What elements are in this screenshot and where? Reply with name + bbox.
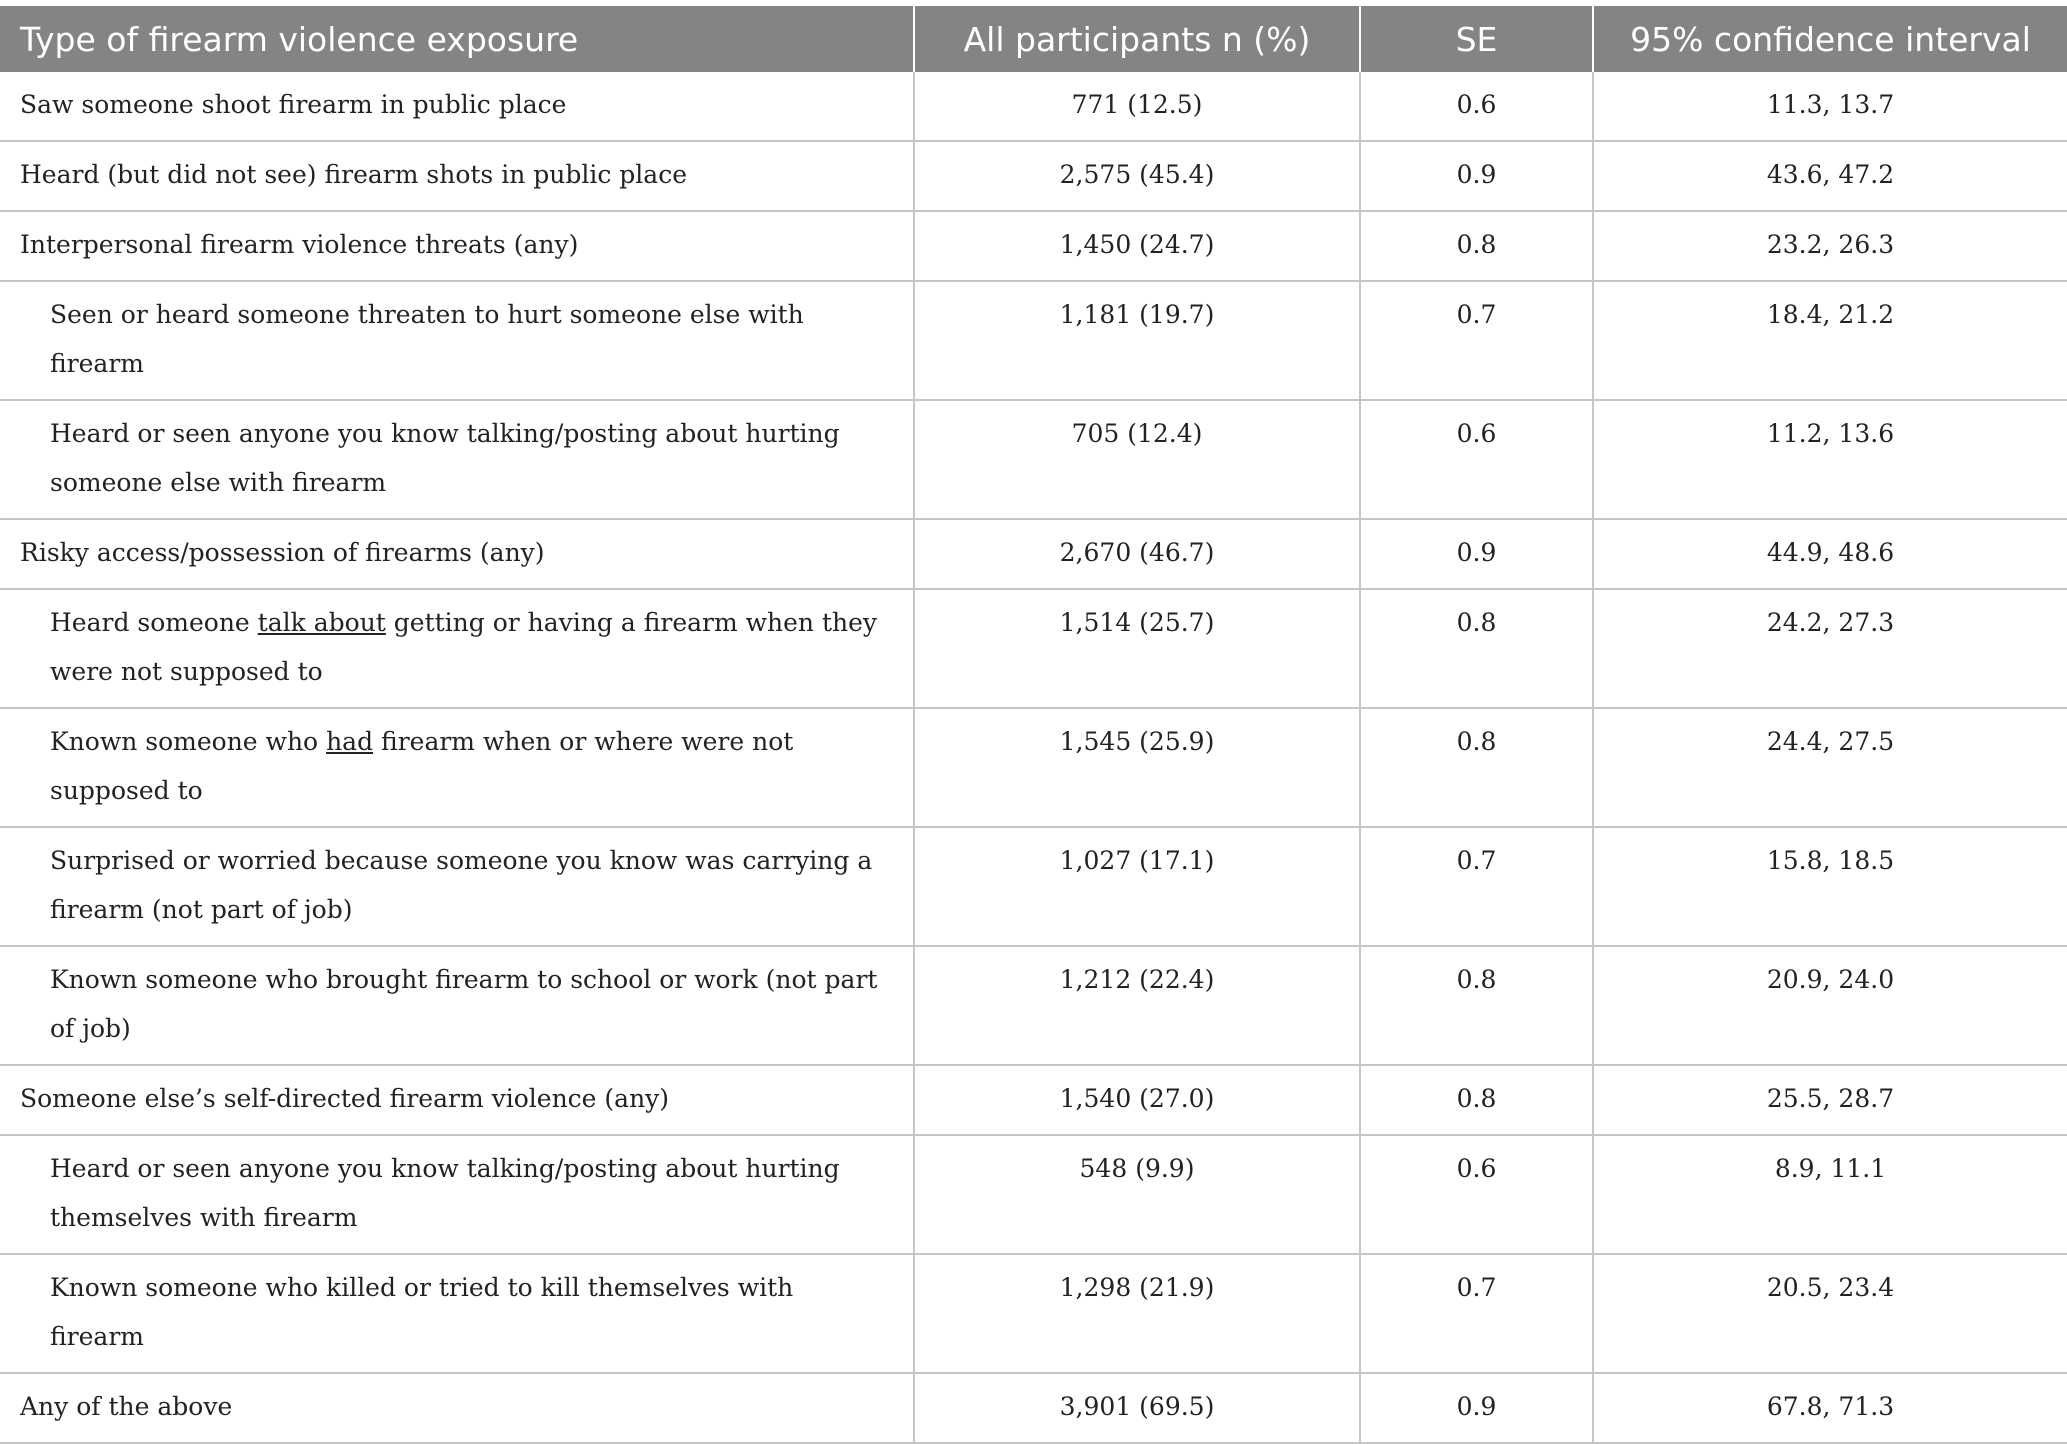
cell-n: 1,298 (21.9) — [914, 1254, 1360, 1373]
table-row — [0, 946, 2067, 1065]
header-row — [0, 6, 2067, 72]
table-row — [0, 1373, 2067, 1443]
cell-se: 0.8 — [1360, 1065, 1593, 1135]
header-confidence-interval: 95% confidence interval — [1593, 6, 2067, 72]
table-row — [0, 708, 2067, 827]
cell-n: 1,212 (22.4) — [914, 946, 1360, 1065]
cell-n: 2,575 (45.4) — [914, 141, 1360, 211]
cell-se: 0.6 — [1360, 1135, 1593, 1254]
cell-se: 0.9 — [1360, 141, 1593, 211]
cell-n: 3,901 (69.5) — [914, 1373, 1360, 1443]
row-label: Seen or heard someone threaten to hurt someone else with firearm — [0, 281, 914, 400]
label-underlined-text: had — [326, 727, 374, 756]
cell-n: 1,540 (27.0) — [914, 1065, 1360, 1135]
cell-se: 0.8 — [1360, 708, 1593, 827]
cell-ci: 44.9, 48.6 — [1593, 519, 2067, 589]
cell-n: 705 (12.4) — [914, 400, 1360, 519]
label-text: Heard someone — [50, 608, 258, 637]
cell-ci: 11.3, 13.7 — [1593, 72, 2067, 141]
cell-n: 1,514 (25.7) — [914, 589, 1360, 708]
cell-se: 0.9 — [1360, 519, 1593, 589]
cell-n: 2,670 (46.7) — [914, 519, 1360, 589]
cell-se: 0.9 — [1360, 1373, 1593, 1443]
row-label: Someone else’s self-directed firearm violence (any) — [0, 1065, 914, 1135]
cell-n: 1,181 (19.7) — [914, 281, 1360, 400]
row-label: Known someone who killed or tried to kill themselves with firearm — [0, 1254, 914, 1373]
cell-ci: 25.5, 28.7 — [1593, 1065, 2067, 1135]
table-row — [0, 519, 2067, 589]
cell-ci: 67.8, 71.3 — [1593, 1373, 2067, 1443]
cell-se: 0.8 — [1360, 211, 1593, 281]
table-row — [0, 827, 2067, 946]
cell-se: 0.6 — [1360, 400, 1593, 519]
exposure-table — [0, 6, 2067, 1444]
label-text: getting or having a firearm when they were not supposed to — [50, 608, 878, 686]
cell-se: 0.7 — [1360, 827, 1593, 946]
table-row — [0, 400, 2067, 519]
header-se: SE — [1360, 6, 1593, 72]
table-row — [0, 72, 2067, 141]
cell-ci: 18.4, 21.2 — [1593, 281, 2067, 400]
row-label: Saw someone shoot firearm in public place — [0, 72, 914, 141]
table-row — [0, 1254, 2067, 1373]
header-type: Type of firearm violence exposure — [0, 6, 914, 72]
cell-n: 1,027 (17.1) — [914, 827, 1360, 946]
cell-ci: 24.2, 27.3 — [1593, 589, 2067, 708]
cell-ci: 23.2, 26.3 — [1593, 211, 2067, 281]
table-row — [0, 1135, 2067, 1254]
label-underlined-text: talk about — [257, 608, 386, 637]
cell-n: 548 (9.9) — [914, 1135, 1360, 1254]
row-label: Surprised or worried because someone you know was carrying a firearm (not part of job) — [0, 827, 914, 946]
label-text: firearm when or where were not supposed to — [50, 727, 794, 805]
row-label: Heard or seen anyone you know talking/posting about hurting someone else with firearm — [0, 400, 914, 519]
table-body — [0, 72, 2067, 1443]
cell-ci: 15.8, 18.5 — [1593, 827, 2067, 946]
cell-n: 771 (12.5) — [914, 72, 1360, 141]
cell-ci: 11.2, 13.6 — [1593, 400, 2067, 519]
row-label: Risky access/possession of firearms (any) — [0, 519, 914, 589]
cell-se: 0.7 — [1360, 1254, 1593, 1373]
cell-se: 0.8 — [1360, 946, 1593, 1065]
table-header — [0, 6, 2067, 72]
label-text: Known someone who — [50, 727, 327, 756]
row-label — [0, 708, 914, 827]
cell-se: 0.8 — [1360, 589, 1593, 708]
table-row — [0, 1065, 2067, 1135]
cell-ci: 20.9, 24.0 — [1593, 946, 2067, 1065]
cell-ci: 8.9, 11.1 — [1593, 1135, 2067, 1254]
row-label: Known someone who brought firearm to school or work (not part of job) — [0, 946, 914, 1065]
table-row — [0, 589, 2067, 708]
row-label — [0, 589, 914, 708]
table-row — [0, 211, 2067, 281]
cell-se: 0.6 — [1360, 72, 1593, 141]
row-label: Heard or seen anyone you know talking/posting about hurting themselves with firearm — [0, 1135, 914, 1254]
cell-ci: 24.4, 27.5 — [1593, 708, 2067, 827]
row-label: Heard (but did not see) firearm shots in public place — [0, 141, 914, 211]
row-label: Any of the above — [0, 1373, 914, 1443]
row-label: Interpersonal firearm violence threats (any) — [0, 211, 914, 281]
table-row — [0, 141, 2067, 211]
cell-ci: 43.6, 47.2 — [1593, 141, 2067, 211]
table-row — [0, 281, 2067, 400]
header-all-participants: All participants n (%) — [914, 6, 1360, 72]
cell-se: 0.7 — [1360, 281, 1593, 400]
cell-n: 1,450 (24.7) — [914, 211, 1360, 281]
cell-ci: 20.5, 23.4 — [1593, 1254, 2067, 1373]
cell-n: 1,545 (25.9) — [914, 708, 1360, 827]
